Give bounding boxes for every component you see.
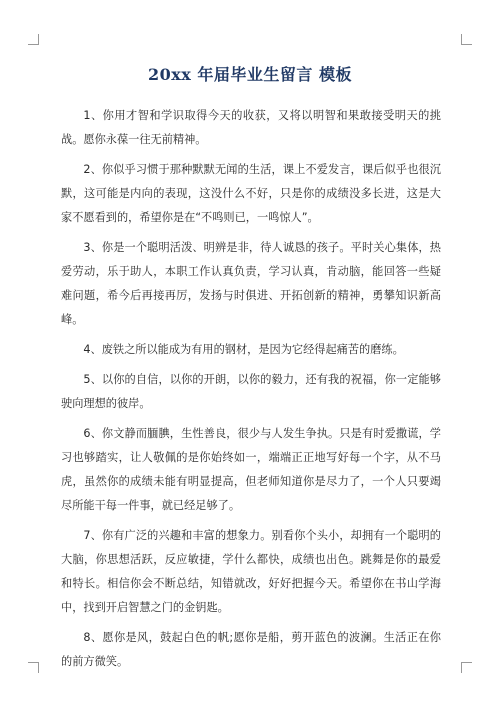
- paragraph-8: 8、愿你是风，鼓起白色的帆;愿你是船，剪开蓝色的波澜。生活正在你的前方微笑。: [61, 631, 441, 668]
- paragraph-2: 2、你似乎习惯于那种默默无闻的生活，课上不爱发言，课后似乎也很沉默，这可能是内向的表现，这没什么不好，只是你的成绩没多长进，这是大家不愿看到的，希望你是在“不鸣则已，一鸣惊人”。: [61, 163, 441, 224]
- page-title: 20xx 年届毕业生留言 模板: [148, 65, 352, 84]
- crop-mark-bottom-left: [28, 662, 39, 673]
- paragraph-7: 7、你有广泛的兴趣和丰富的想象力。别看你个头小，却拥有一个聪明的大脑，你思想活跃，反应敏捷，学什么都快，成绩也出色。跳舞是你的最爱和特长。相信你会不断总结，知错就改，好好把握今天。希望你在书山学海中，找到开启智慧之门的金钥匙。: [61, 529, 441, 614]
- paragraph-3: 3、你是一个聪明活泼、明辨是非，待人诚恳的孩子。平时关心集体，热爱劳动，乐于助人，本职工作认真负责，学习认真，肯动脑，能回答一些疑难问题，希今后再接再厉，发扬与时俱进、开拓创新的精神，勇攀知识新高峰。: [61, 241, 441, 326]
- paragraph-1: 1、你用才智和学识取得今天的收获，又将以明智和果敢接受明天的挑战。愿你永葆一往无前精神。: [61, 109, 441, 146]
- crop-mark-top-left: [28, 34, 39, 45]
- crop-mark-top-right: [461, 34, 472, 45]
- paragraph-4: 4、废铁之所以能成为有用的钢材，是因为它经得起痛苦的磨练。: [83, 343, 404, 356]
- crop-mark-bottom-right: [461, 662, 472, 673]
- paragraph-5: 5、以你的自信，以你的开朗，以你的毅力，还有我的祝福，你一定能够驶向理想的彼岸。: [61, 373, 441, 410]
- paragraph-6: 6、你文静而腼腆，生性善良，很少与人发生争执。只是有时爱撒谎，学习也够踏实，让人敬佩的是你始终如一，端端正正地写好每一个字，从不马虎，虽然你的成绩未能有明显提高，但老师知道你是尽力了，一个人只要竭尽所能干每一件事，就已经足够了。: [61, 427, 441, 512]
- document-body: [61, 104, 441, 680]
